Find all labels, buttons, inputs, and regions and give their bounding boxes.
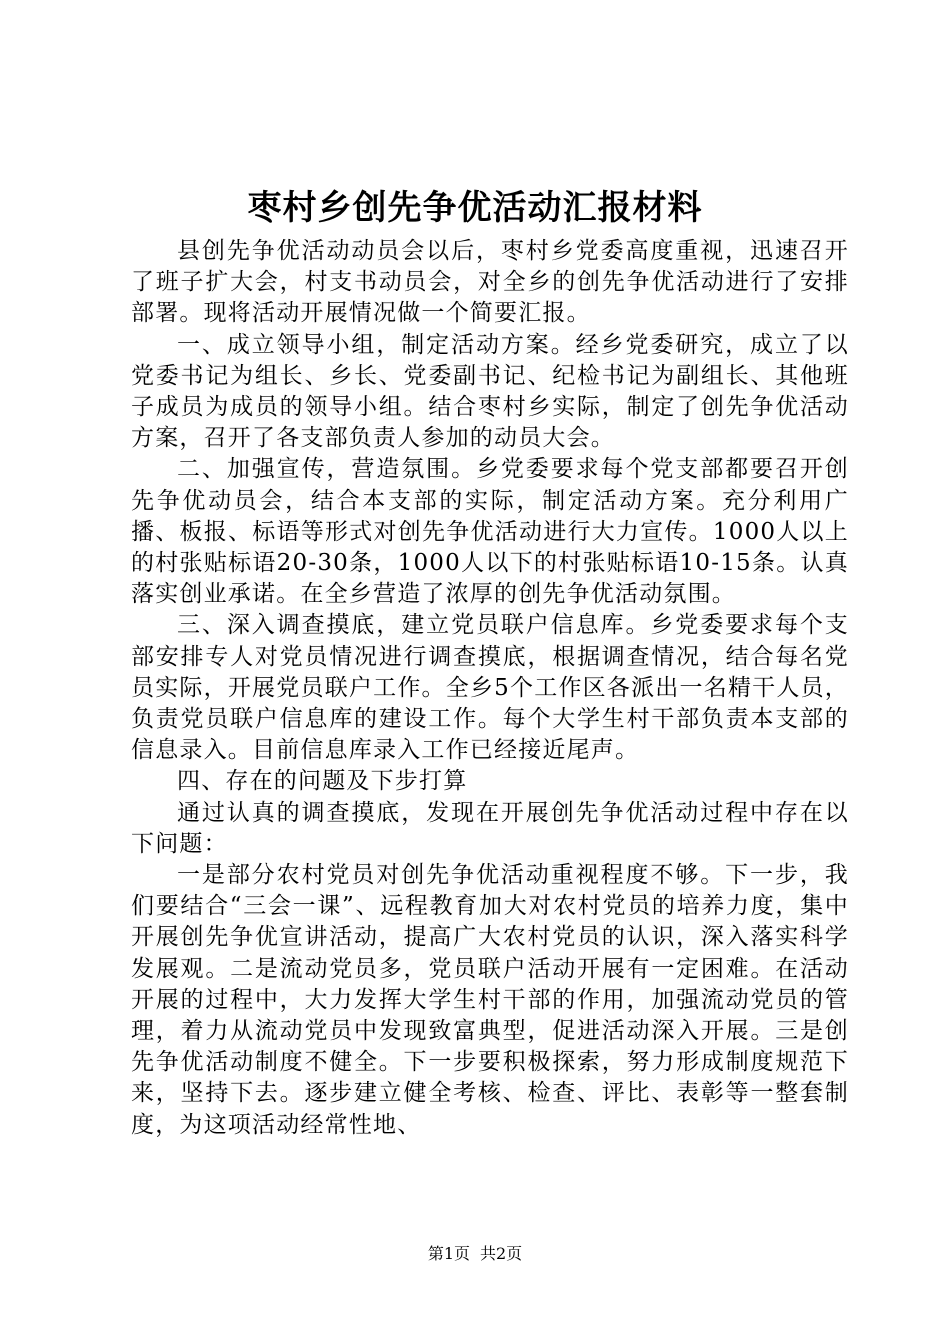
document-title: 枣村乡创先争优活动汇报材料 — [247, 188, 703, 228]
page-number-current: 第1页 — [427, 1244, 470, 1263]
paragraph-section-1: 一、成立领导小组，制定活动方案。经乡党委研究，成立了以党委书记为组长、乡长、党委副书记、纪检书记为副组长、其他班子成员为成员的领导小组。结合枣村乡实际，制定了创先争优活动方案，召开了各支部负责人参加的动员大会。 — [131, 331, 849, 452]
paragraph-problems-intro: 通过认真的调查摸底，发现在开展创先争优活动过程中存在以下问题： — [131, 799, 849, 857]
document-body — [131, 236, 849, 1141]
paragraph-intro: 县创先争优活动动员会以后，枣村乡党委高度重视，迅速召开了班子扩大会，村支书动员会，对全乡的创先争优活动进行了安排部署。现将活动开展情况做一个简要汇报。 — [131, 238, 849, 327]
page-footer — [0, 1244, 950, 1264]
paragraph-problems-detail: 一是部分农村党员对创先争优活动重视程度不够。下一步，我们要结合“三会一课”、远程教育加大对农村党员的培养力度，集中开展创先争优宣讲活动，提高广大农村党员的认识，深入落实科学发展观。二是流动党员多，党员联户活动开展有一定困难。在活动开展的过程中，大力发挥大学生村干部的作用，加强流动党员的管理，着力从流动党员中发现致富典型，促进活动深入开展。三是创先争优活动制度不健全。下一步要积极探索，努力形成制度规范下来，坚持下去。逐步建立健全考核、检查、评比、表彰等一整套制度，为这项活动经常性地、 — [131, 862, 849, 1138]
paragraph-section-4-heading: 四、存在的问题及下步打算 — [177, 768, 468, 795]
page-number-total: 共2页 — [480, 1244, 523, 1263]
paragraph-section-3: 三、深入调查摸底，建立党员联户信息库。乡党委要求每个支部安排专人对党员情况进行调查摸底，根据调查情况，结合每名党员实际，开展党员联户工作。全乡5个工作区各派出一名精干人员，负责党员联户信息库的建设工作。每个大学生村干部负责本支部的信息录入。目前信息库录入工作已经接近尾声。 — [131, 612, 849, 764]
paragraph-section-2: 二、加强宣传，营造氛围。乡党委要求每个党支部都要召开创先争优动员会，结合本支部的实际，制定活动方案。充分利用广播、板报、标语等形式对创先争优活动进行大力宣传。1000人以上的村张贴标语20-30条，1000人以下的村张贴标语10-15条。认真落实创业承诺。在全乡营造了浓厚的创先争优活动氛围。 — [131, 456, 849, 608]
